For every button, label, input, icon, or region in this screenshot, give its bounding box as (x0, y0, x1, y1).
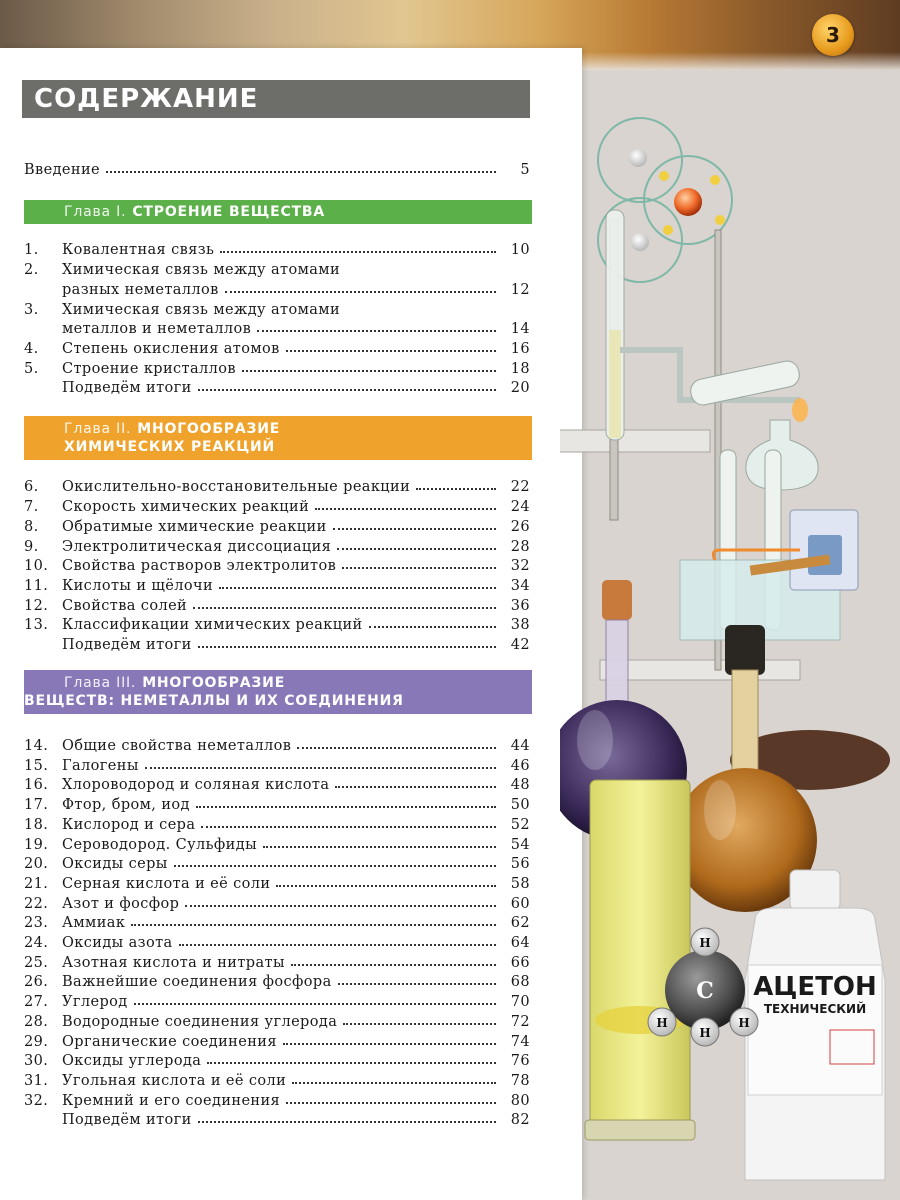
leader-dots (333, 528, 496, 530)
toc-entry-number: 32. (24, 1093, 49, 1109)
toc-entry-title: Азотная кислота и нитраты (62, 955, 285, 971)
toc-entry-page: 78 (510, 1073, 530, 1089)
toc-entry-page: 56 (510, 856, 530, 872)
toc-entry-summary[interactable] (24, 376, 530, 396)
toc-entry-number: 19. (24, 837, 49, 853)
toc-entry-title: Строение кристаллов (62, 361, 236, 377)
toc-entry-summary[interactable] (24, 1108, 530, 1128)
toc-entry-page: 58 (510, 876, 530, 892)
toc-entry-title: Сероводород. Сульфиды (62, 837, 258, 853)
toc-entry-continuation[interactable] (24, 278, 530, 298)
toc-entry-title: Окислительно-восстановительные реакции (62, 479, 411, 495)
toc-entry-number: 22. (24, 896, 49, 912)
toc-entry-number: 7. (24, 499, 39, 515)
chapter-heading-1[interactable] (24, 200, 532, 224)
toc-entry-title: Важнейшие соединения фосфора (62, 974, 332, 990)
toc-entry-number: 28. (24, 1014, 49, 1030)
toc-entry-title: Химическая связь между атомами (62, 302, 341, 318)
leader-dots (174, 865, 496, 867)
toc-entry-number: 11. (24, 578, 49, 594)
toc-entry-number: 3. (24, 302, 39, 318)
toc-entry[interactable] (24, 990, 530, 1010)
toc-entry[interactable] (24, 951, 530, 971)
toc-entry-number: 9. (24, 539, 39, 555)
toc-entry-page: 80 (510, 1093, 530, 1109)
toc-entry-page: 14 (510, 321, 530, 337)
chapter-title: МНОГООБРАЗИЕ (142, 675, 286, 691)
toc-entry[interactable] (24, 613, 530, 633)
molecule-h-label: H (738, 1016, 750, 1030)
toc-entry-number: 17. (24, 797, 49, 813)
leader-dots (196, 806, 496, 808)
toc-entry-title: Азот и фосфор (62, 896, 180, 912)
toc-entry-number: 21. (24, 876, 49, 892)
toc-entry-number: 31. (24, 1073, 49, 1089)
toc-entry[interactable] (24, 1049, 530, 1069)
toc-entry[interactable] (24, 970, 530, 990)
toc-entry[interactable] (24, 337, 530, 357)
molecule-h-label: H (699, 936, 711, 950)
toc-entry-title: Фтор, бром, иод (62, 797, 190, 813)
molecule-carbon-label: C (696, 978, 714, 1004)
toc-entry-title: Кремний и его соединения (62, 1093, 281, 1109)
toc-entry[interactable] (24, 911, 530, 931)
toc-entry-title: Водородные соединения углерода (62, 1014, 338, 1030)
toc-entry-page: 12 (510, 282, 530, 298)
toc-entry-number: 8. (24, 519, 39, 535)
toc-entry-number: 16. (24, 777, 49, 793)
toc-entry-title: Классификации химических реакций (62, 617, 363, 633)
toc-entry-title: Углерод (62, 994, 128, 1010)
toc-entry-number: 18. (24, 817, 49, 833)
toc-entry[interactable] (24, 734, 530, 754)
measuring-cylinder (585, 780, 695, 1140)
toc-entry-title: Кислоты и щёлочи (62, 578, 214, 594)
leader-dots (198, 389, 496, 391)
toc-entry-title: Хлороводород и соляная кислота (62, 777, 330, 793)
toc-entry[interactable] (24, 793, 530, 813)
toc-entry-page: 52 (510, 817, 530, 833)
leader-dots (276, 885, 496, 887)
toc-entry[interactable] (24, 1089, 530, 1109)
leader-dots (185, 905, 496, 907)
toc-entry[interactable] (24, 892, 530, 912)
toc-entry-number: 25. (24, 955, 49, 971)
toc-entry-summary[interactable] (24, 633, 530, 653)
toc-entry[interactable] (24, 773, 530, 793)
leader-dots (297, 747, 496, 749)
toc-entry-number: 29. (24, 1034, 49, 1050)
toc-entry-title-line2: разных неметаллов (62, 282, 219, 298)
toc-entry-number: 1. (24, 242, 39, 258)
toc-entry-title: Степень окисления атомов (62, 341, 280, 357)
toc-entry-title: Обратимые химические реакции (62, 519, 327, 535)
leader-dots (198, 1121, 496, 1123)
toc-entry[interactable] (24, 535, 530, 555)
toc-entry-page: 70 (510, 994, 530, 1010)
toc-entry-title: Ковалентная связь (62, 242, 215, 258)
toc-entry[interactable] (24, 574, 530, 594)
molecule-h-label: H (656, 1016, 668, 1030)
chapter-label: Глава I. (64, 204, 127, 220)
acetone-bottle (745, 870, 885, 1180)
leader-dots (207, 1062, 496, 1064)
toc-entry-page: 74 (510, 1034, 530, 1050)
toc-entry-page: 38 (510, 617, 530, 633)
leader-dots (145, 767, 496, 769)
leader-dots (286, 350, 496, 352)
toc-entry-title: Подведём итоги (62, 380, 192, 396)
toc-entry-title-line2: металлов и неметаллов (62, 321, 252, 337)
toc-entry[interactable] (24, 813, 530, 833)
leader-dots (335, 786, 496, 788)
toc-entry-page: 32 (510, 558, 530, 574)
toc-entry-number: 30. (24, 1053, 49, 1069)
toc-entry-number: 20. (24, 856, 49, 872)
toc-entry-page: 22 (510, 479, 530, 495)
toc-entry-page: 60 (510, 896, 530, 912)
toc-entry[interactable] (24, 475, 530, 495)
chapter-title: СТРОЕНИЕ ВЕЩЕСТВА (132, 204, 326, 220)
leader-dots (106, 171, 496, 173)
leader-dots (263, 846, 496, 848)
toc-entry-number: 2. (24, 262, 39, 278)
toc-entry-page: 36 (510, 598, 530, 614)
toc-entry-page: 42 (510, 637, 530, 653)
chapter-title: МНОГООБРАЗИЕ (137, 421, 281, 437)
toc-entry-page: 34 (510, 578, 530, 594)
page-title: СОДЕРЖАНИЕ (22, 80, 530, 118)
toc-entry-title: Введение (24, 162, 101, 178)
toc-entry-page: 64 (510, 935, 530, 951)
toc-entry-number: 26. (24, 974, 49, 990)
toc-entry-page: 18 (510, 361, 530, 377)
leader-dots (416, 488, 496, 490)
toc-entry-number: 13. (24, 617, 49, 633)
toc-entry[interactable] (24, 1069, 530, 1089)
toc-entry[interactable] (24, 495, 530, 515)
leader-dots (134, 1003, 496, 1005)
leader-dots (338, 983, 496, 985)
toc-entry-title: Органические соединения (62, 1034, 277, 1050)
toc-entry[interactable] (24, 515, 530, 535)
toc-entry-page: 28 (510, 539, 530, 555)
leader-dots (220, 251, 496, 253)
leader-dots (342, 567, 496, 569)
toc-entry[interactable] (24, 872, 530, 892)
chapter-heading-3[interactable] (24, 670, 532, 714)
toc-entry-page: 72 (510, 1014, 530, 1030)
toc-entry-page: 68 (510, 974, 530, 990)
leader-dots (257, 330, 496, 332)
toc-entry-title: Общие свойства неметаллов (62, 738, 292, 754)
toc-entry-title: Свойства растворов электролитов (62, 558, 337, 574)
leader-dots (242, 370, 496, 372)
toc-entry[interactable] (24, 238, 530, 258)
toc-entry-continuation[interactable] (24, 317, 530, 337)
toc-entry-title: Электролитическая диссоциация (62, 539, 332, 555)
toc-entry-page: 76 (510, 1053, 530, 1069)
toc-entry[interactable] (24, 833, 530, 853)
leader-dots (193, 607, 496, 609)
leader-dots (131, 924, 496, 926)
toc-entry[interactable] (24, 554, 530, 574)
toc-entry-page: 20 (510, 380, 530, 396)
toc-entry-title: Химическая связь между атомами (62, 262, 341, 278)
toc-entry-intro[interactable] (24, 158, 530, 178)
toc-entry-page: 48 (510, 777, 530, 793)
toc-entry-page: 54 (510, 837, 530, 853)
toc-entry-number: 5. (24, 361, 39, 377)
toc-entry[interactable] (24, 258, 530, 278)
toc-entry[interactable] (24, 852, 530, 872)
toc-entry-page: 16 (510, 341, 530, 357)
leader-dots (292, 1082, 496, 1084)
toc-entry-page: 46 (510, 758, 530, 774)
leader-dots (369, 626, 496, 628)
toc-entry-title: Кислород и сера (62, 817, 196, 833)
toc-entry-title: Аммиак (62, 915, 126, 931)
toc-entry-title: Свойства солей (62, 598, 188, 614)
toc-entry-page: 26 (510, 519, 530, 535)
leader-dots (179, 944, 496, 946)
toc-entry-number: 14. (24, 738, 49, 754)
leader-dots (219, 587, 496, 589)
lab-illustration (560, 80, 900, 1200)
acetone-label: АЦЕТОН (753, 972, 877, 1002)
chapter-title-line2: ВЕЩЕСТВ: НЕМЕТАЛЛЫ И ИХ СОЕДИНЕНИЯ (24, 693, 404, 709)
toc-entry-page: 5 (520, 162, 530, 178)
toc-entry-page: 82 (510, 1112, 530, 1128)
toc-entry-number: 12. (24, 598, 49, 614)
toc-entry-number: 23. (24, 915, 49, 931)
toc-entry[interactable] (24, 1010, 530, 1030)
toc-entry-title: Оксиды углерода (62, 1053, 202, 1069)
toc-entry-title: Оксиды азота (62, 935, 173, 951)
toc-entry[interactable] (24, 357, 530, 377)
chapter-label: Глава II. (64, 421, 132, 437)
toc-entry-number: 15. (24, 758, 49, 774)
toc-entry-page: 66 (510, 955, 530, 971)
toc-entry-title: Серная кислота и её соли (62, 876, 271, 892)
leader-dots (225, 291, 496, 293)
toc-entry[interactable] (24, 1030, 530, 1050)
chapter-title-line2: ХИМИЧЕСКИХ РЕАКЦИЙ (64, 439, 276, 455)
leader-dots (315, 508, 496, 510)
acetone-sublabel: ТЕХНИЧЕСКИЙ (763, 1002, 867, 1016)
leader-dots (343, 1023, 496, 1025)
molecule-h-label: H (699, 1026, 711, 1040)
toc-entry[interactable] (24, 298, 530, 318)
toc-entry-page: 44 (510, 738, 530, 754)
toc-entry-title: Оксиды серы (62, 856, 168, 872)
toc-entry-title: Галогены (62, 758, 139, 774)
toc-entry-page: 62 (510, 915, 530, 931)
toc-entry-title: Подведём итоги (62, 637, 192, 653)
toc-entry[interactable] (24, 754, 530, 774)
leader-dots (291, 964, 496, 966)
toc-entry-number: 27. (24, 994, 49, 1010)
toc-entry-number: 4. (24, 341, 39, 357)
leader-dots (337, 548, 496, 550)
chapter-heading-2[interactable] (24, 416, 532, 460)
page-number: 3 (812, 14, 854, 56)
toc-entry[interactable] (24, 594, 530, 614)
toc-entry-number: 24. (24, 935, 49, 951)
toc-entry-title: Угольная кислота и её соли (62, 1073, 287, 1089)
toc-entry-title: Скорость химических реакций (62, 499, 310, 515)
leader-dots (283, 1043, 496, 1045)
toc-entry-page: 50 (510, 797, 530, 813)
toc-entry[interactable] (24, 931, 530, 951)
toc-entry-page: 10 (510, 242, 530, 258)
toc-entry-title: Подведём итоги (62, 1112, 192, 1128)
toc-entry-number: 10. (24, 558, 49, 574)
toc-entry-number: 6. (24, 479, 39, 495)
chapter-label: Глава III. (64, 675, 137, 691)
toc-entry-page: 24 (510, 499, 530, 515)
leader-dots (201, 826, 496, 828)
leader-dots (198, 646, 496, 648)
leader-dots (286, 1102, 496, 1104)
